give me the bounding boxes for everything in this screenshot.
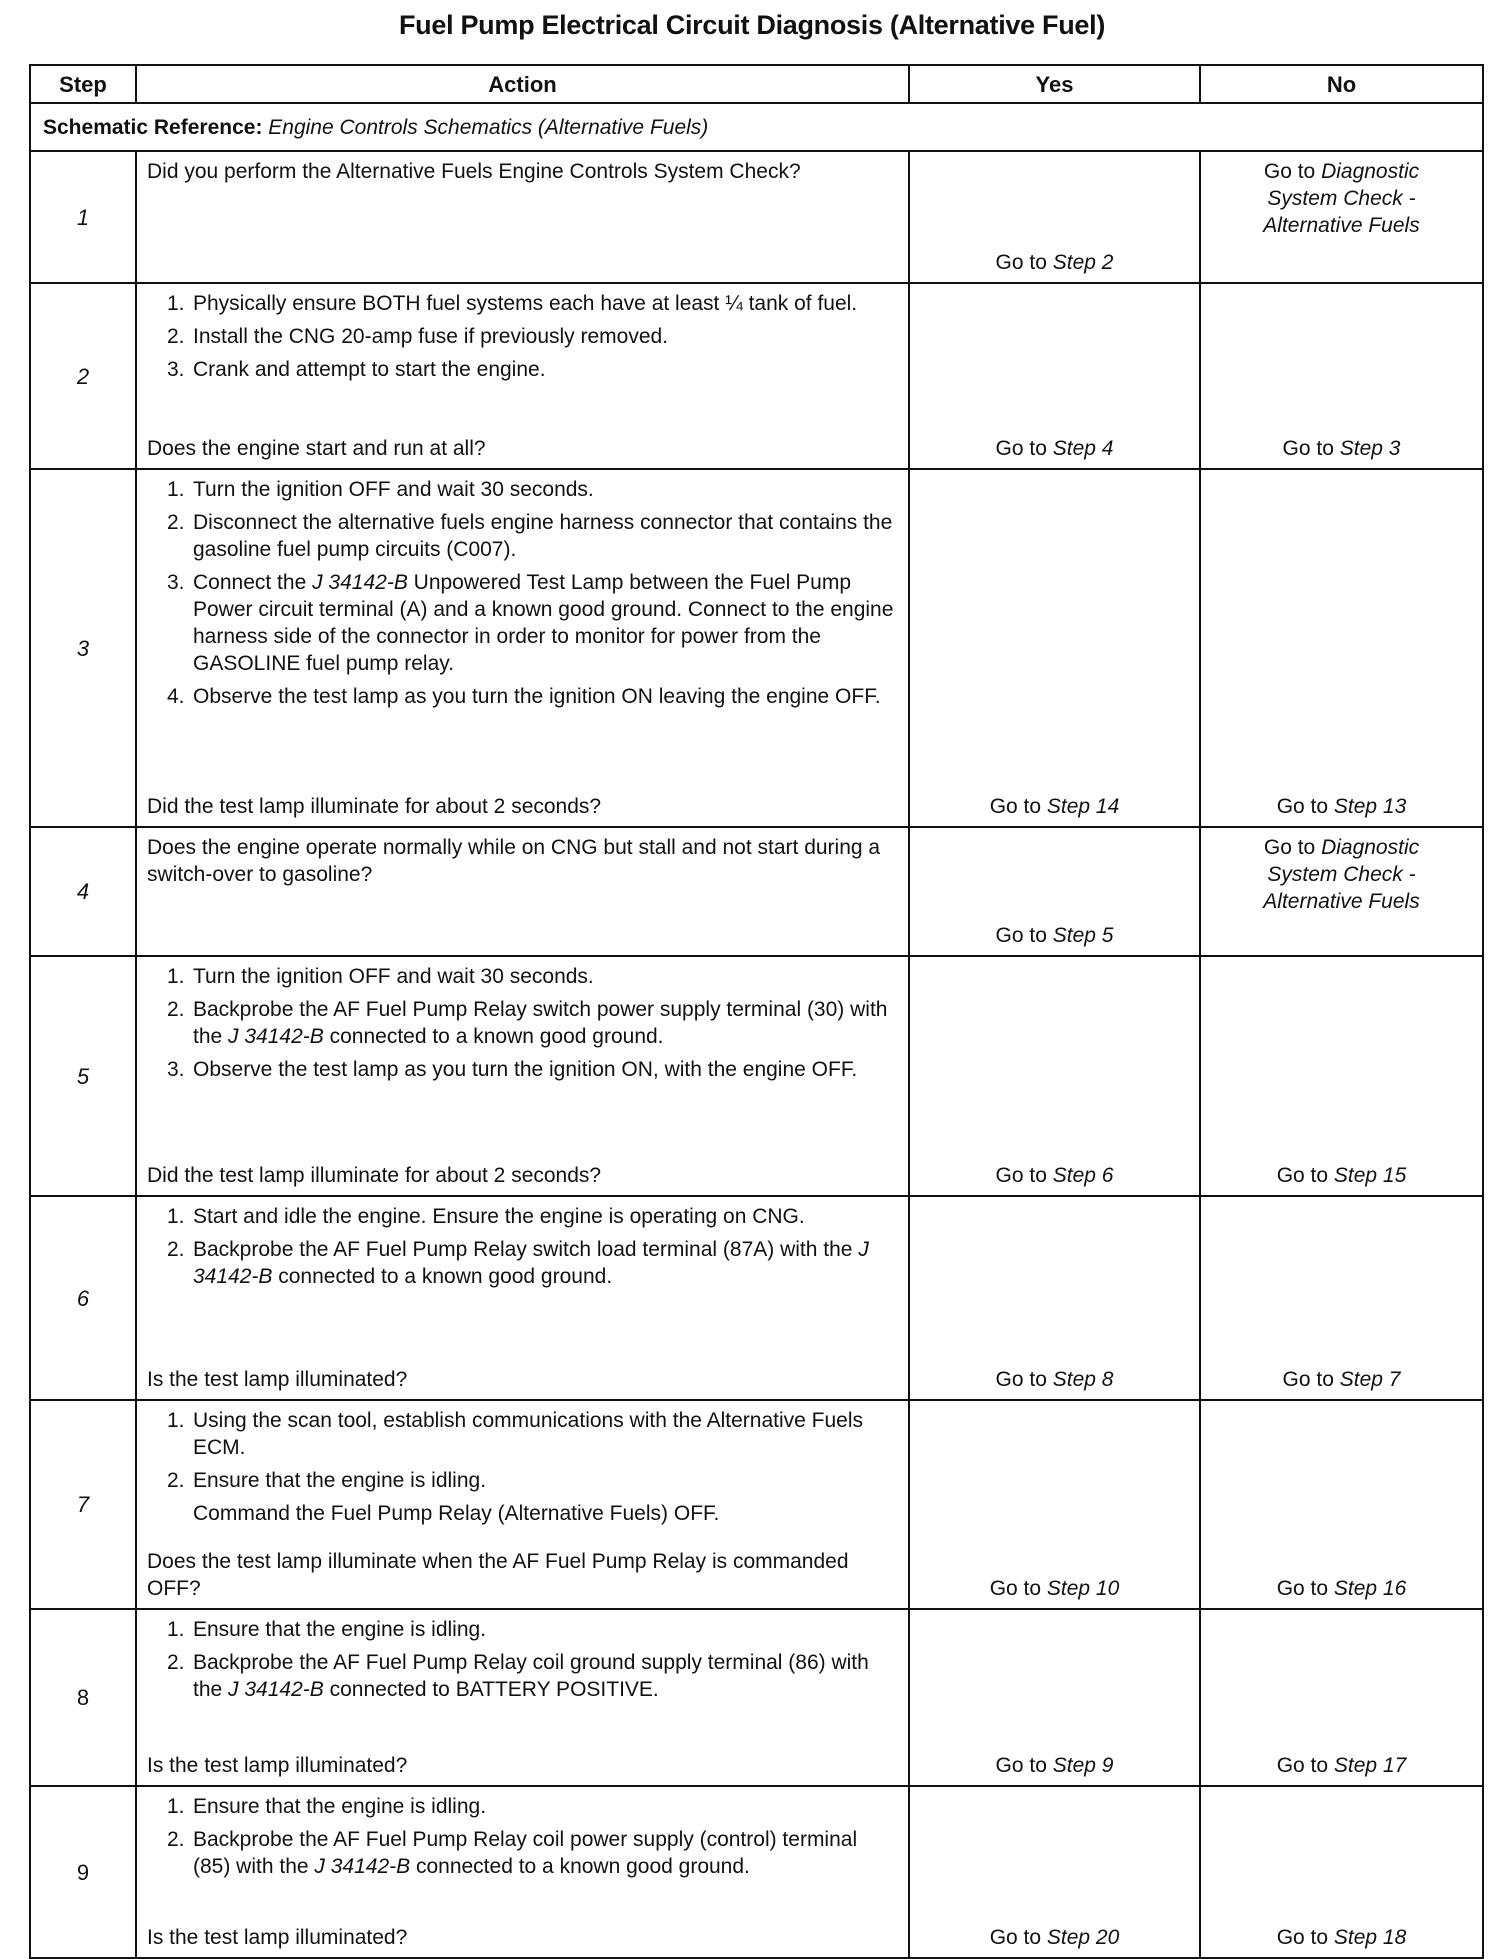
action-step xyxy=(147,509,900,563)
reference-link[interactable]: Step 7 xyxy=(1339,1368,1401,1391)
text-segment: Observe the test lamp as you turn the ignition ON leaving the engine OFF. xyxy=(193,685,881,708)
text-segment: connected to a known good ground. xyxy=(410,1855,750,1878)
action-content xyxy=(147,158,900,276)
action-cell xyxy=(136,1196,909,1400)
yes-cell xyxy=(909,151,1200,283)
table-row xyxy=(30,283,1483,469)
reference-link[interactable]: Step 9 xyxy=(1052,1754,1114,1777)
reference-link[interactable]: Step 18 xyxy=(1333,1926,1407,1949)
step-number-text: 9 xyxy=(76,1859,90,1885)
action-step xyxy=(147,569,900,677)
action-step-number: 2. xyxy=(167,1828,185,1851)
reference-link[interactable]: J 34142-B xyxy=(312,571,408,594)
action-cell xyxy=(136,151,909,283)
reference-link[interactable]: Diagnostic System Check - Alternative Fuels xyxy=(1263,160,1420,237)
text-segment: Ensure that the engine is idling. xyxy=(193,1469,487,1492)
action-step-number: 3. xyxy=(167,358,185,381)
reference-link[interactable]: Diagnostic System Check - Alternative Fuels xyxy=(1263,836,1420,913)
schematic-label: Schematic Reference: xyxy=(43,115,263,139)
text-segment: Go to xyxy=(1276,1754,1334,1777)
yes-cell xyxy=(909,956,1200,1196)
reference-link[interactable]: Step 15 xyxy=(1333,1164,1407,1187)
action-question xyxy=(147,793,900,820)
text-segment: connected to BATTERY POSITIVE. xyxy=(323,1678,659,1701)
text-segment: Crank and attempt to start the engine. xyxy=(193,358,546,381)
action-step-number: 3. xyxy=(167,1058,185,1081)
header-no: No xyxy=(1200,65,1483,103)
text-segment: Go to xyxy=(995,1368,1053,1391)
action-steps xyxy=(147,1616,900,1709)
action-step xyxy=(147,1236,900,1290)
action-step xyxy=(147,1203,900,1230)
table-row xyxy=(30,1609,1483,1786)
table-row xyxy=(30,956,1483,1196)
yes-cell xyxy=(909,283,1200,469)
header-action: Action xyxy=(136,65,909,103)
action-step xyxy=(147,1616,900,1643)
reference-link[interactable]: Step 4 xyxy=(1052,437,1114,460)
step-number xyxy=(30,956,136,1196)
schematic-reference xyxy=(30,103,1483,151)
text-segment: Physically ensure BOTH fuel systems each have at least ¼ tank of fuel. xyxy=(193,292,858,315)
no-cell xyxy=(1200,151,1483,283)
no-cell xyxy=(1200,1196,1483,1400)
table-row xyxy=(30,1400,1483,1609)
action-step-continuation xyxy=(147,1500,900,1527)
reference-link[interactable]: Step 3 xyxy=(1339,437,1401,460)
reference-link[interactable]: Step 13 xyxy=(1333,795,1407,818)
header-row xyxy=(30,65,1483,103)
table-row xyxy=(30,469,1483,827)
action-step xyxy=(147,1826,900,1880)
reference-link[interactable]: Step 16 xyxy=(1333,1577,1407,1600)
text-segment: Is the test lamp illuminated? xyxy=(147,1926,408,1949)
step-number xyxy=(30,1609,136,1786)
action-step xyxy=(147,683,900,710)
action-step-number: 2. xyxy=(167,325,185,348)
action-steps xyxy=(147,1407,900,1500)
text-segment: Does the engine operate normally while on CNG but stall and not start during a switch-over to gasoline? xyxy=(147,836,881,886)
action-question xyxy=(147,1752,900,1779)
action-cell xyxy=(136,827,909,956)
reference-link[interactable]: Step 5 xyxy=(1052,924,1114,947)
text-segment: Go to xyxy=(989,795,1047,818)
header-yes: Yes xyxy=(909,65,1200,103)
action-content xyxy=(147,1793,900,1951)
text-segment: Turn the ignition OFF and wait 30 seconds. xyxy=(193,965,594,988)
step-number xyxy=(30,469,136,827)
action-cell xyxy=(136,1609,909,1786)
text-segment: Go to xyxy=(995,924,1053,947)
no-cell xyxy=(1200,1609,1483,1786)
text-segment: Go to xyxy=(995,1754,1053,1777)
step-number-text: 1 xyxy=(76,204,90,230)
action-content xyxy=(147,963,900,1189)
text-segment: Unpowered Test Lamp between the Fuel Pump Power circuit terminal (A) and a known good ground. Connect to the engine harness side of the connector in order to monitor for power from the GASOLINE fuel pump relay. xyxy=(193,571,894,675)
text-segment: Does the engine start and run at all? xyxy=(147,437,486,460)
table-row xyxy=(30,1786,1483,1958)
step-number xyxy=(30,827,136,956)
yes-cell xyxy=(909,827,1200,956)
step-number-text: 8 xyxy=(76,1685,90,1710)
action-steps xyxy=(147,476,900,716)
action-content xyxy=(147,476,900,820)
yes-cell xyxy=(909,1196,1200,1400)
header-step: Step xyxy=(30,65,136,103)
action-question xyxy=(147,834,900,888)
reference-link[interactable]: Step 8 xyxy=(1052,1368,1114,1391)
action-step xyxy=(147,963,900,990)
text-segment: Go to xyxy=(1276,1577,1334,1600)
text-segment: Start and idle the engine. Ensure the engine is operating on CNG. xyxy=(193,1205,805,1228)
reference-link[interactable]: Step 17 xyxy=(1333,1754,1407,1777)
text-segment: Go to xyxy=(1276,1164,1334,1187)
text-segment: Did the test lamp illuminate for about 2 seconds? xyxy=(147,1164,602,1187)
table-row xyxy=(30,827,1483,956)
text-segment: Connect the xyxy=(193,571,313,594)
text-segment: Go to xyxy=(995,437,1053,460)
action-step-number: 2. xyxy=(167,511,185,534)
action-question xyxy=(147,1366,900,1393)
text-segment: Turn the ignition OFF and wait 30 seconds. xyxy=(193,478,594,501)
text-segment: Using the scan tool, establish communications with the Alternative Fuels ECM. xyxy=(193,1409,864,1459)
action-step-number: 2. xyxy=(167,1238,185,1261)
text-segment: Go to xyxy=(995,251,1053,274)
diagnosis-table xyxy=(29,64,1484,1959)
text-segment: Observe the test lamp as you turn the ignition ON, with the engine OFF. xyxy=(193,1058,858,1081)
table-row xyxy=(30,151,1483,283)
reference-link[interactable]: J 34142-B xyxy=(193,1238,869,1288)
action-step-number: 2. xyxy=(167,998,185,1021)
text-segment: Ensure that the engine is idling. xyxy=(193,1618,487,1641)
action-step xyxy=(147,356,900,383)
action-steps xyxy=(147,1203,900,1296)
reference-link[interactable]: Step 6 xyxy=(1052,1164,1114,1187)
reference-link[interactable]: Step 20 xyxy=(1046,1926,1120,1949)
text-segment: Does the test lamp illuminate when the AF Fuel Pump Relay is commanded OFF? xyxy=(147,1550,849,1600)
action-step xyxy=(147,1793,900,1820)
action-step-number: 1. xyxy=(167,1795,185,1818)
action-content xyxy=(147,1407,900,1602)
text-segment: Is the test lamp illuminated? xyxy=(147,1754,408,1777)
action-step-number: 1. xyxy=(167,1409,185,1432)
text-segment: connected to a known good ground. xyxy=(323,1025,664,1048)
text-segment: Disconnect the alternative fuels engine harness connector that contains the gasoline fuel pump circuits (C007). xyxy=(193,511,893,561)
step-number-text: 5 xyxy=(76,1063,90,1089)
text-segment: Go to xyxy=(1263,160,1322,183)
action-step-number: 2. xyxy=(167,1651,185,1674)
reference-link[interactable]: Step 14 xyxy=(1046,795,1120,818)
action-cell xyxy=(136,956,909,1196)
action-step xyxy=(147,323,900,350)
text-segment: Go to xyxy=(1276,1926,1334,1949)
action-step xyxy=(147,996,900,1050)
reference-link[interactable]: Step 2 xyxy=(1052,251,1114,274)
action-steps xyxy=(147,290,900,389)
step-number xyxy=(30,283,136,469)
action-step xyxy=(147,1467,900,1494)
action-question xyxy=(147,1162,900,1189)
yes-cell xyxy=(909,1400,1200,1609)
schematic-reference-row xyxy=(30,103,1483,151)
reference-link[interactable]: J 34142-B xyxy=(228,1025,324,1048)
action-cell xyxy=(136,1786,909,1958)
step-number xyxy=(30,1196,136,1400)
text-segment: Did you perform the Alternative Fuels Engine Controls System Check? xyxy=(147,160,801,183)
step-number-text: 7 xyxy=(76,1492,90,1517)
action-step xyxy=(147,1649,900,1703)
step-number xyxy=(30,1400,136,1609)
text-segment: Go to xyxy=(1263,836,1322,859)
action-step-number: 1. xyxy=(167,478,185,501)
yes-cell xyxy=(909,1609,1200,1786)
action-step xyxy=(147,1056,900,1083)
step-number-text: 2 xyxy=(76,363,90,389)
reference-link[interactable]: Step 10 xyxy=(1046,1577,1120,1600)
action-step-number: 1. xyxy=(167,1618,185,1641)
text-segment: Go to xyxy=(989,1577,1047,1600)
text-segment: Install the CNG 20-amp fuse if previously removed. xyxy=(193,325,669,348)
action-step xyxy=(147,1407,900,1461)
no-cell xyxy=(1200,1400,1483,1609)
action-step-number: 3. xyxy=(167,571,185,594)
yes-cell xyxy=(909,1786,1200,1958)
text-segment: Backprobe the AF Fuel Pump Relay coil power supply (control) terminal (85) with the xyxy=(193,1828,858,1878)
action-question xyxy=(147,1548,900,1602)
action-content xyxy=(147,1203,900,1393)
step-number xyxy=(30,1786,136,1958)
action-content xyxy=(147,290,900,462)
action-steps xyxy=(147,963,900,1089)
text-segment: Command the Fuel Pump Relay (Alternative Fuels) OFF. xyxy=(193,1502,720,1525)
yes-cell xyxy=(909,469,1200,827)
no-cell xyxy=(1200,956,1483,1196)
action-question xyxy=(147,435,900,462)
action-step xyxy=(147,476,900,503)
text-segment: connected to a known good ground. xyxy=(272,1265,613,1288)
text-segment: Go to xyxy=(1282,1368,1340,1391)
action-content xyxy=(147,1616,900,1779)
schematic-link[interactable]: Engine Controls Schematics (Alternative Fuels) xyxy=(262,115,709,139)
action-step-number: 2. xyxy=(167,1469,185,1492)
action-cell xyxy=(136,283,909,469)
step-number-text: 6 xyxy=(76,1285,90,1311)
action-step-number: 1. xyxy=(167,965,185,988)
step-number-text: 4 xyxy=(76,879,90,904)
action-step xyxy=(147,290,900,317)
page-title: Fuel Pump Electrical Circuit Diagnosis (Alternative Fuel) xyxy=(398,10,1106,40)
action-steps xyxy=(147,1793,900,1886)
step-number-text: 3 xyxy=(76,635,90,661)
no-cell xyxy=(1200,827,1483,956)
action-question xyxy=(147,158,900,185)
action-cell xyxy=(136,1400,909,1609)
text-segment: Go to xyxy=(1282,437,1340,460)
text-segment: Backprobe the AF Fuel Pump Relay switch load terminal (87A) with the xyxy=(193,1238,859,1261)
table-row xyxy=(30,1196,1483,1400)
text-segment: Did the test lamp illuminate for about 2 seconds? xyxy=(147,795,602,818)
text-segment: Go to xyxy=(989,1926,1047,1949)
no-cell xyxy=(1200,283,1483,469)
no-cell xyxy=(1200,469,1483,827)
text-segment: Go to xyxy=(1276,795,1334,818)
no-cell xyxy=(1200,1786,1483,1958)
action-step-number: 1. xyxy=(167,292,185,315)
action-content xyxy=(147,834,900,949)
action-cell xyxy=(136,469,909,827)
reference-link[interactable]: J 34142-B xyxy=(228,1678,324,1701)
text-segment: Is the test lamp illuminated? xyxy=(147,1368,408,1391)
text-segment: Ensure that the engine is idling. xyxy=(193,1795,487,1818)
action-question xyxy=(147,1924,900,1951)
action-step-number: 4. xyxy=(167,685,185,708)
text-segment: Backprobe the AF Fuel Pump Relay coil ground supply terminal (86) with the xyxy=(193,1651,869,1701)
reference-link[interactable]: J 34142-B xyxy=(314,1855,411,1878)
step-number xyxy=(30,151,136,283)
text-segment: Backprobe the AF Fuel Pump Relay switch power supply terminal (30) with the xyxy=(193,998,888,1048)
text-segment: Go to xyxy=(995,1164,1053,1187)
action-step-number: 1. xyxy=(167,1205,185,1228)
